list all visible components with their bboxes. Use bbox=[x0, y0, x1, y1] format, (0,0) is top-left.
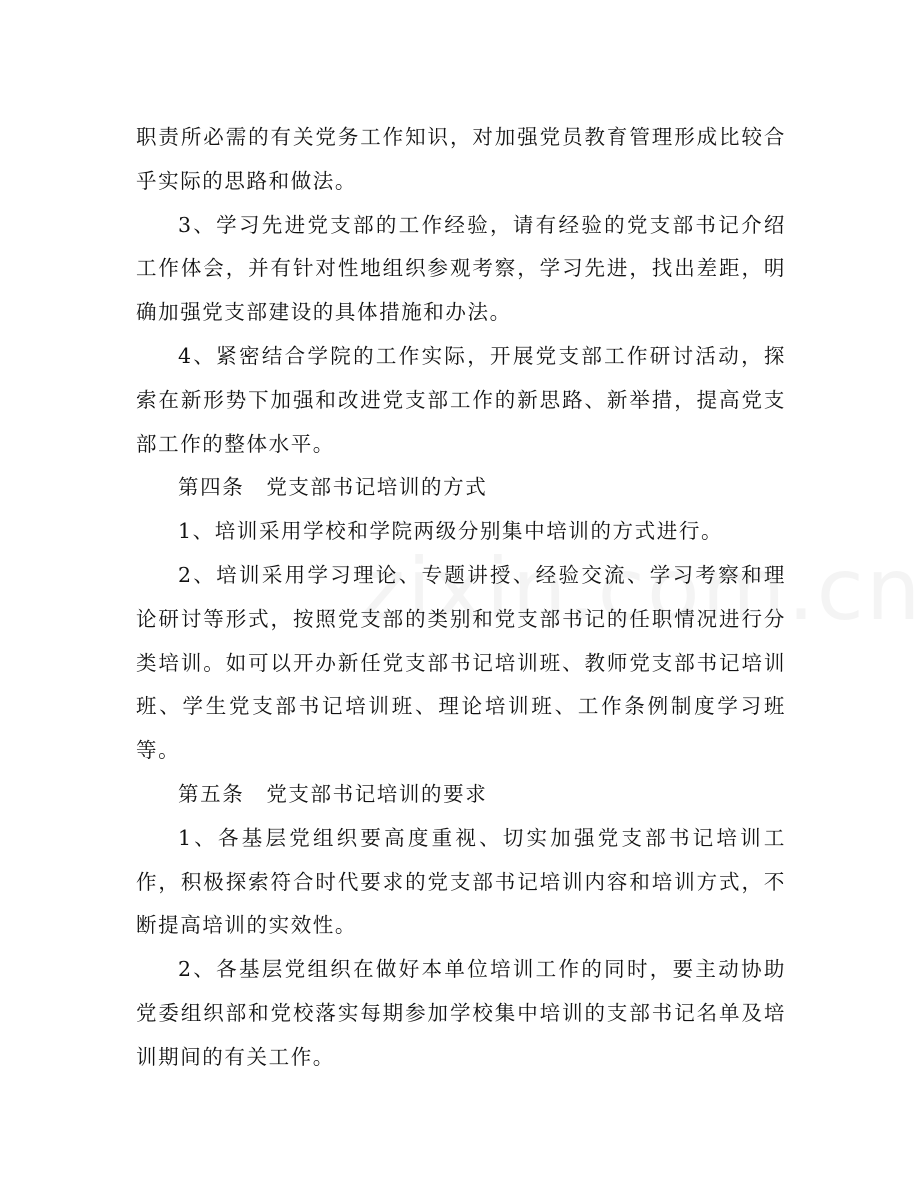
article-number: 第五条 bbox=[178, 781, 245, 806]
article-title: 党支部书记培训的要求 bbox=[266, 781, 488, 806]
section-heading-article-5 bbox=[136, 773, 786, 817]
paragraph-item-4: 4、紧密结合学院的工作实际，开展党支部工作研讨活动，探索在新形势下加强和改进党支部工作的新思路、新举措，提高党支部工作的整体水平。 bbox=[136, 343, 786, 456]
paragraph-item-2: 2、培训采用学习理论、专题讲授、经验交流、学习考察和理论研讨等形式，按照党支部的类别和党支部书记的任职情况进行分类培训。如可以开办新任党支部书记培训班、教师党支部书记培训班、学生党支部书记培训班、理论培训班、工作条例制度学习班等。 bbox=[136, 562, 786, 763]
paragraph-continuation: 职责所必需的有关党务工作知识，对加强党员教育管理形成比较合乎实际的思路和做法。 bbox=[136, 125, 786, 193]
paragraph-item-1: 1、培训采用学校和学院两级分别集中培训的方式进行。 bbox=[178, 519, 724, 544]
section-heading-article-4 bbox=[136, 466, 786, 510]
paragraph-item-2: 2、各基层党组织在做好本单位培训工作的同时，要主动协助党委组织部和党校落实每期参加学校集中培训的支部书记名单及培训期间的有关工作。 bbox=[136, 957, 786, 1069]
document-body bbox=[136, 116, 786, 1080]
paragraph-item-1: 1、各基层党组织要高度重视、切实加强党支部书记培训工作，积极探索符合时代要求的党支部书记培训内容和培训方式，不断提高培训的实效性。 bbox=[136, 825, 786, 938]
article-number: 第四条 bbox=[178, 475, 245, 500]
article-title: 党支部书记培训的方式 bbox=[266, 475, 488, 500]
paragraph-item-3: 3、学习先进党支部的工作经验，请有经验的党支部书记介绍工作体会，并有针对性地组织参观考察，学习先进，找出差距，明确加强党支部建设的具体措施和办法。 bbox=[136, 212, 786, 325]
